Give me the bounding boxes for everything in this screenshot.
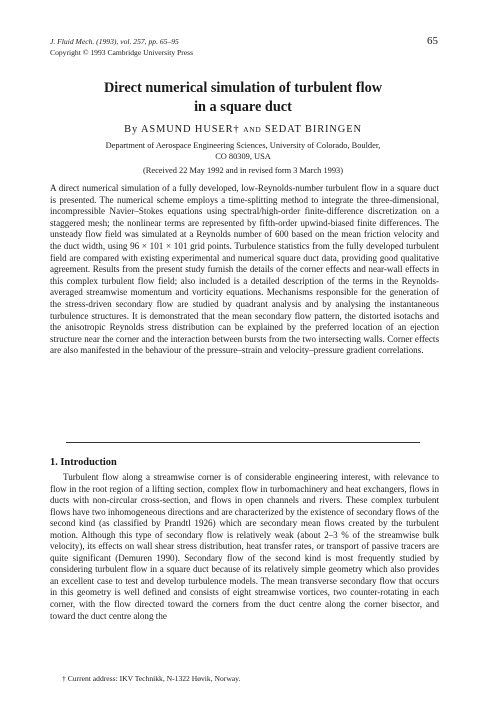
by-label: By bbox=[124, 124, 139, 135]
paper-title bbox=[40, 79, 446, 117]
author-1: ASMUND HUSER bbox=[141, 124, 234, 135]
abstract-text: A direct numerical simulation of a fully developed, low-Reynolds-number turbulent flow in a square duct is presented. The numerical scheme employs a time-splitting method to integrate the three-dimensional, incompressible Navier–Stokes equations using spectral/high-order finite-difference discretization on a staggered mesh; the nonlinear terms are represented by fifth-order upwind-biased finite differences. The unsteady flow field was simulated at a Reynolds number of 600 based on the mean friction velocity and the duct width, using 96 × 101 × 101 grid points. Turbulence statistics from the fully developed turbulent field are compared with existing experimental and numerical square duct data, providing good qualitative agreement. Results from the present study furnish the details of the corner effects and near-wall effects in this complex turbulent flow field; also included is a detailed description of the terms in the Reynolds-averaged streamwise momentum and vorticity equations. Mechanisms responsible for the generation of the stress-driven secondary flow are studied by quadrant analysis and by analysing the instantaneous turbulence structures. It is demonstrated that the mean secondary flow pattern, the distorted isotachs and the anisotropic Reynolds stress distribution can be explained by the preferred location of an ejection structure near the corner and the interaction between bursts from the two intersecting walls. Corner effects are also manifested in the behaviour of the pressure–strain and velocity–pressure gradient correlations. bbox=[50, 183, 439, 356]
title-line-2: in a square duct bbox=[194, 99, 292, 115]
introduction-text: Turbulent flow along a streamwise corner is of considerable engineering interest, with relevance to flow in the root region of a lifting section, complex flow in turbomachinery and heat exchangers, flows in ducts with non-circular cross-section, and flows in open channels and rivers. These complex turbulent flows have two inhomogeneous directions and are characterized by the existence of secondary flows of the second kind (as classified by Prandtl 1926) which are secondary mean flows created by the turbulent motion. Although this type of secondary flow is relatively weak (about 2–3 % of the streamwise bulk velocity), its effects on wall shear stress distribution, heat transfer rates, or transport of passive tracers are quite significant (Demuren 1990). Secondary flow of the second kind is most frequently studied by considering turbulent flow in a square duct because of its relatively simple geometry which also provides an excellent case to test and develop turbulence models. The mean transverse secondary flow that occurs in this geometry is well defined and consists of eight streamwise vortices, two counter-rotating in each corner, with the flow directed toward the corners from the duct centre along the corner bisector, and toward the duct centre along the bbox=[50, 472, 439, 621]
footnote: † Current address: IKV Technikk, N-1322 Høvik, Norway. bbox=[62, 674, 241, 683]
copyright-line: Copyright © 1993 Cambridge University Press bbox=[50, 48, 194, 57]
received-dates: (Received 22 May 1992 and in revised form 3 March 1993) bbox=[142, 166, 343, 175]
footnote-mark: † bbox=[233, 124, 240, 135]
affiliation bbox=[60, 140, 426, 162]
section-heading: 1. Introduction bbox=[50, 457, 117, 468]
affiliation-line-2: CO 80309, USA bbox=[215, 152, 271, 161]
title-line-1: Direct numerical simulation of turbulent flow bbox=[103, 80, 383, 96]
author-2: SEDAT BIRINGEN bbox=[264, 124, 362, 135]
page-number: 65 bbox=[427, 35, 438, 47]
affiliation-line-1: Department of Aerospace Engineering Sciences, University of Colorado, Boulder, bbox=[105, 141, 381, 150]
journal-citation: J. Fluid Mech. (1993), vol. 257, pp. 65–95 bbox=[50, 37, 179, 46]
abstract-divider bbox=[66, 442, 420, 443]
author-line bbox=[40, 124, 446, 135]
and-label: AND bbox=[243, 125, 262, 134]
